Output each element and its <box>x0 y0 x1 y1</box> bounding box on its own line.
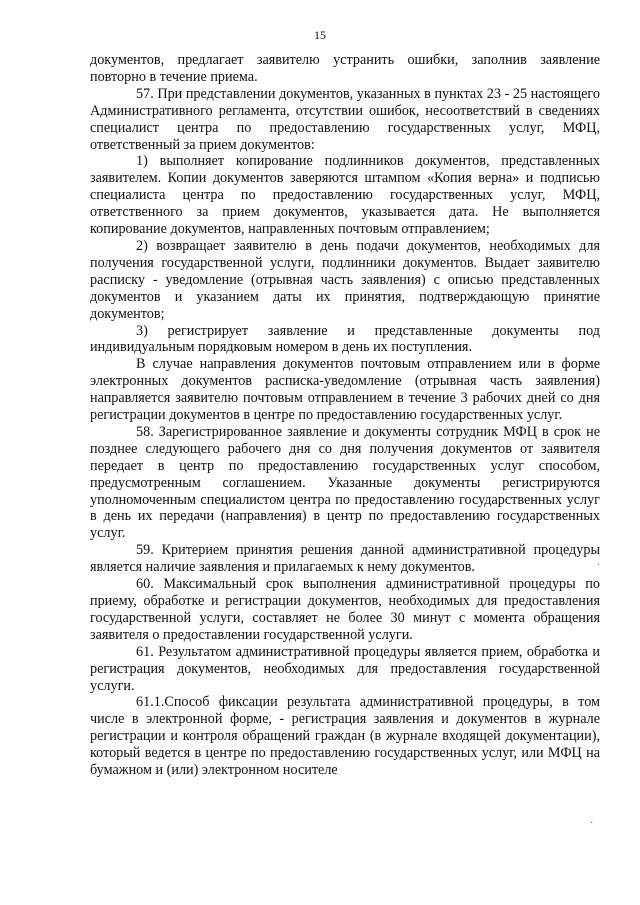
paragraph-61: 61. Результатом административной процедуры является прием, обработка и регистрация документов, необходимых для предоставления государственной услуги. <box>90 643 600 694</box>
paragraph-57-postal: В случае направления документов почтовым отправлением или в форме электронных документов расписка-уведомление (отрывная часть заявления) направляется заявителю почтовым отправлением в течение 3 рабочих дней со дня регистрации документов в центре по предоставлению государственных услуг. <box>90 356 600 424</box>
paragraph-57-item-1: 1) выполняет копирование подлинников документов, представленных заявителем. Копии документов заверяются штампом «Копия верна» и подписью специалиста центра по предоставлению государственных услуг, МФЦ, ответственного за прием документов, указывается дата. Не выполняется копирование документов, направленных почтовым отправлением; <box>90 153 600 238</box>
scan-speck: · <box>597 560 601 571</box>
page-number: 15 <box>314 28 326 42</box>
scan-speck: · <box>590 818 594 829</box>
paragraph-57: 57. При представлении документов, указанных в пунктах 23 - 25 настоящего Административного регламента, отсутствии ошибок, несоответствий в сведениях специалист центра по предоставлению государственных услуг, МФЦ, ответственный за прием документов: <box>90 85 600 153</box>
paragraph-57-item-2: 2) возвращает заявителю в день подачи документов, необходимых для получения государственной услуги, подлинники документов. Выдает заявителю расписку - уведомление (отрывная часть заявления) с описью представленных документов и указанием даты их принятия, подтверждающую принятие документов; <box>90 237 600 322</box>
document-body <box>90 52 600 779</box>
paragraph-59: 59. Критерием принятия решения данной административной процедуры является наличие заявления и прилагаемых к нему документов. <box>90 542 600 576</box>
paragraph-61-1: 61.1.Способ фиксации результата административной процедуры, в том числе в электронной форме, - регистрация заявления и документов в журнале регистрации и контроля обращений граждан (в журнале входящей документации), который ведется в центре по предоставлению государственных услуг, или МФЦ на бумажном и (или) электронном носителе <box>90 694 600 779</box>
paragraph-60: 60. Максимальный срок выполнения административной процедуры по приему, обработке и регистрации документов, необходимых для предоставления государственной услуги, составляет не более 30 минут с момента обращения заявителя о предоставлении государственной услуги. <box>90 576 600 643</box>
paragraph-58: 58. Зарегистрированное заявление и документы сотрудник МФЦ в срок не позднее следующего рабочего дня со дня получения документов от заявителя передает в центр по предоставлению государственных услуг способом, предусмотренным соглашением. Указанные документы регистрируются уполномоченным специалистом центра по предоставлению государственных услуг в день их передачи (направления) в центр по предоставлению государственных услуг. <box>90 423 600 542</box>
paragraph-57-item-3: 3) регистрирует заявление и представленные документы под индивидуальным порядковым номером в день их поступления. <box>90 322 600 356</box>
paragraph-continuation: документов, предлагает заявителю устранить ошибки, заполнив заявление повторно в течение приема. <box>90 52 600 85</box>
